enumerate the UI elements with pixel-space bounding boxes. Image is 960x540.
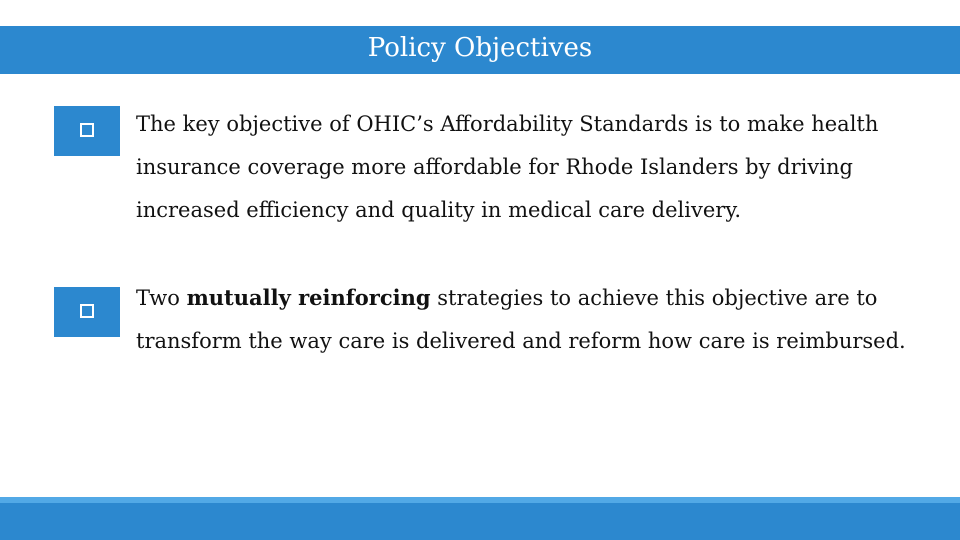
bullet-box-1: [54, 106, 120, 156]
footer-bar: [0, 497, 960, 540]
bullet-1-text: The key objective of OHIC’s Affordability Standards is to make health insurance coverage more affordable for Rhode Islanders by driving increased efficiency and quality in medical care delivery.: [136, 112, 879, 222]
bullet-2-emphasis: mutually reinforcing: [186, 285, 431, 310]
bullet-2-text-before: Two: [136, 286, 187, 310]
slide-title: Policy Objectives: [367, 33, 593, 63]
footer-accent-line: [0, 497, 960, 503]
title-bar: [0, 26, 960, 74]
bullet-box-2: [54, 287, 120, 337]
hollow-square-icon: [80, 304, 94, 318]
hollow-square-icon: [80, 123, 94, 137]
bullet-text-2: [136, 276, 926, 363]
bullet-2-text-after: strategies to achieve this objective are to transform the way care is delivered and reform how care is reimbursed.: [136, 286, 906, 353]
bullet-text-1: [136, 103, 926, 232]
